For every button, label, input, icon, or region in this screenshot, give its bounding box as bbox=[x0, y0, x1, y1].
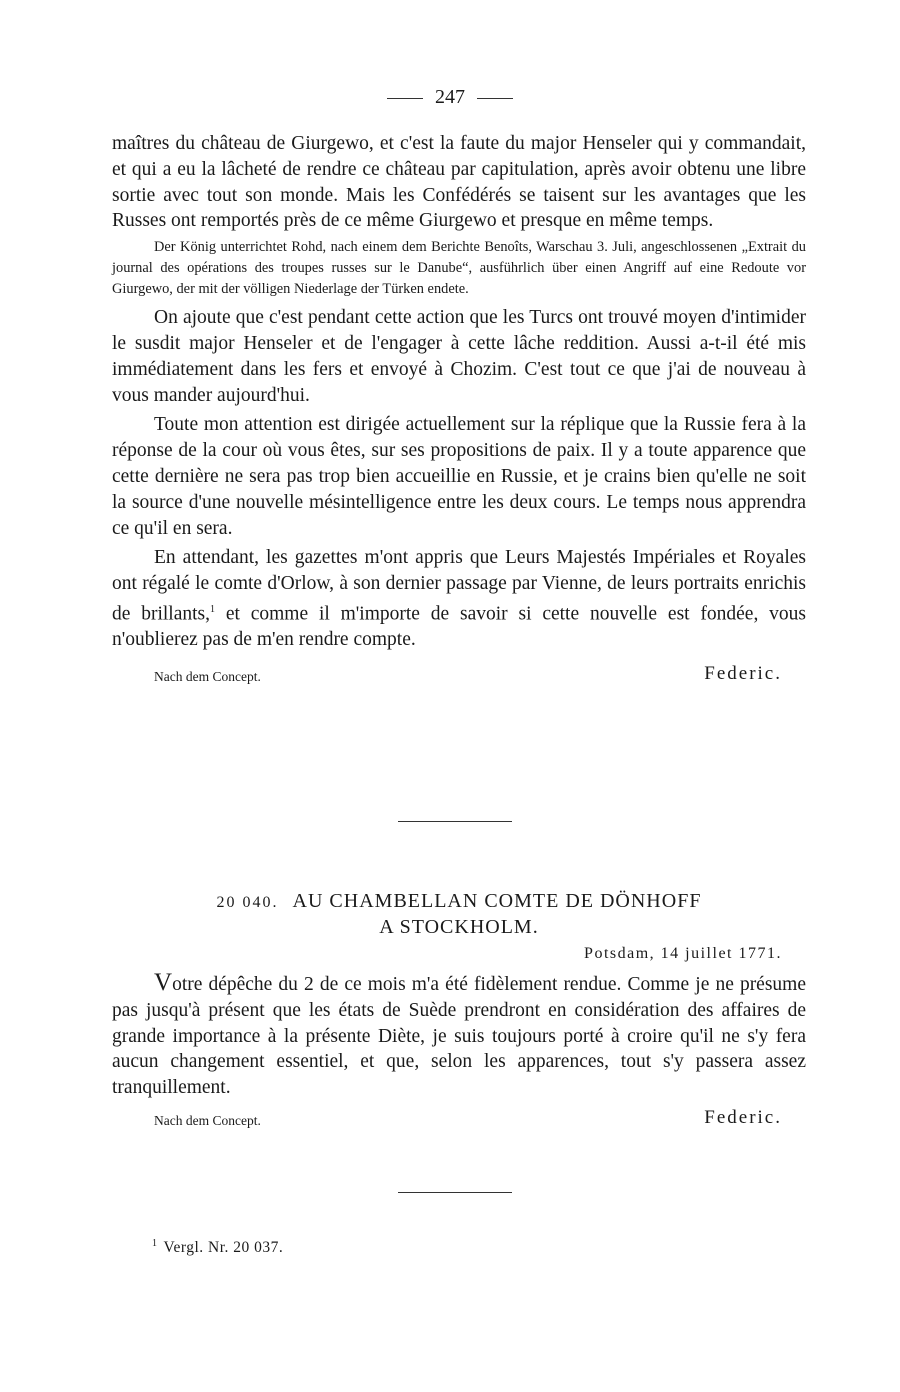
editorial-note: Der König unterrichtet Rohd, nach einem dem Berichte Benoîts, Warschau 3. Juli, angeschlossenen „Extrait du journal des opérations des troupes russes sur le Danube“, ausführlich über einen Angriff auf eine Redoute vor Giurgewo, der mit der völligen Niederlage der Türken endete. bbox=[112, 239, 806, 298]
header-dash-left bbox=[387, 98, 423, 99]
heading-line bbox=[112, 889, 806, 915]
signature: Federic. bbox=[704, 1106, 782, 1128]
section-divider bbox=[398, 1192, 512, 1193]
source-note: Nach dem Concept. bbox=[154, 1112, 261, 1128]
paragraph: maîtres du château de Giurgewo, et c'est la faute du major Henseler qui y commandait, et qui a eu la lâcheté de rendre ce château par capitulation, après avoir obtenu une libre sortie avec tout son monde. Mais les Confédérés se taisent sur les avantages que les Russes ont remportés près de ce même Giurgewo et presque en même temps. bbox=[112, 133, 806, 232]
header-dash-right bbox=[477, 98, 513, 99]
paragraph: On ajoute que c'est pendant cette action que les Turcs ont trouvé moyen d'intimider le susdit major Henseler et de l'engager à cette lâche reddition. Aussi a-t-il été mis immédiatement dans les fers et envoyé à Chozim. C'est tout ce que j'ai de nouveau à vous mander aujourd'hui. bbox=[112, 307, 806, 406]
dateline: Potsdam, 14 juillet 1771. bbox=[584, 945, 782, 962]
page-number: 247 bbox=[435, 86, 465, 108]
page-header bbox=[0, 86, 900, 109]
paragraph-text: otre dépêche du 2 de ce mois m'a été fidèlement rendue. Comme je ne présume pas jusqu'à présent que les états de Suède prendront en considération des affaires de grande importance à la présente Diète, je suis toujours porté à croire qu'il ne s'y fera aucun changement essentiel, et que, selon les apparences, tout s'y passera assez tranquillement. bbox=[112, 974, 806, 1099]
signature: Federic. bbox=[704, 663, 782, 685]
paragraph-text: En attendant, les gazettes m'ont appris que Leurs Majestés Impériales et Royales ont régalé le comte d'Orlow, à son dernier passage par Vienne, de leurs portraits enrichis de brillants, bbox=[112, 547, 806, 625]
letter-heading bbox=[112, 889, 806, 940]
letter-body bbox=[112, 970, 806, 1133]
source-note: Nach dem Concept. bbox=[154, 669, 261, 685]
footnote-reference: 1 bbox=[210, 603, 216, 615]
paragraph bbox=[112, 545, 806, 653]
letter-continuation bbox=[112, 131, 806, 689]
paragraph bbox=[112, 970, 806, 1101]
paragraph: Toute mon attention est dirigée actuellement sur la réplique que la Russie fera à la réponse de la cour où vous êtes, sur ses propositions de paix. Il y a toute apparence que cette dernière ne sera pas trop bien accueillie en Russie, et je crains bien qu'elle ne soit la source d'une nouvelle mésintelligence entre les deux cours. Le temps nous apprendra ce qu'il en sera. bbox=[112, 414, 806, 539]
footnote-text: Vergl. Nr. 20 037. bbox=[163, 1239, 284, 1257]
closing-row bbox=[112, 663, 806, 689]
section-divider bbox=[398, 821, 512, 822]
letter-number: 20 040. bbox=[216, 894, 279, 911]
recipient-place: A STOCKHOLM. bbox=[379, 916, 539, 938]
drop-initial: V bbox=[154, 969, 173, 996]
closing-row bbox=[112, 1107, 806, 1133]
footnote bbox=[152, 1238, 283, 1257]
recipient-title: AU CHAMBELLAN COMTE DE DÖNHOFF bbox=[292, 890, 702, 912]
paragraph-text: et comme il m'importe de savoir si cette nouvelle est fondée, vous n'oublierez pas de m'en rendre compte. bbox=[112, 603, 806, 651]
footnote-mark: 1 bbox=[152, 1238, 158, 1249]
